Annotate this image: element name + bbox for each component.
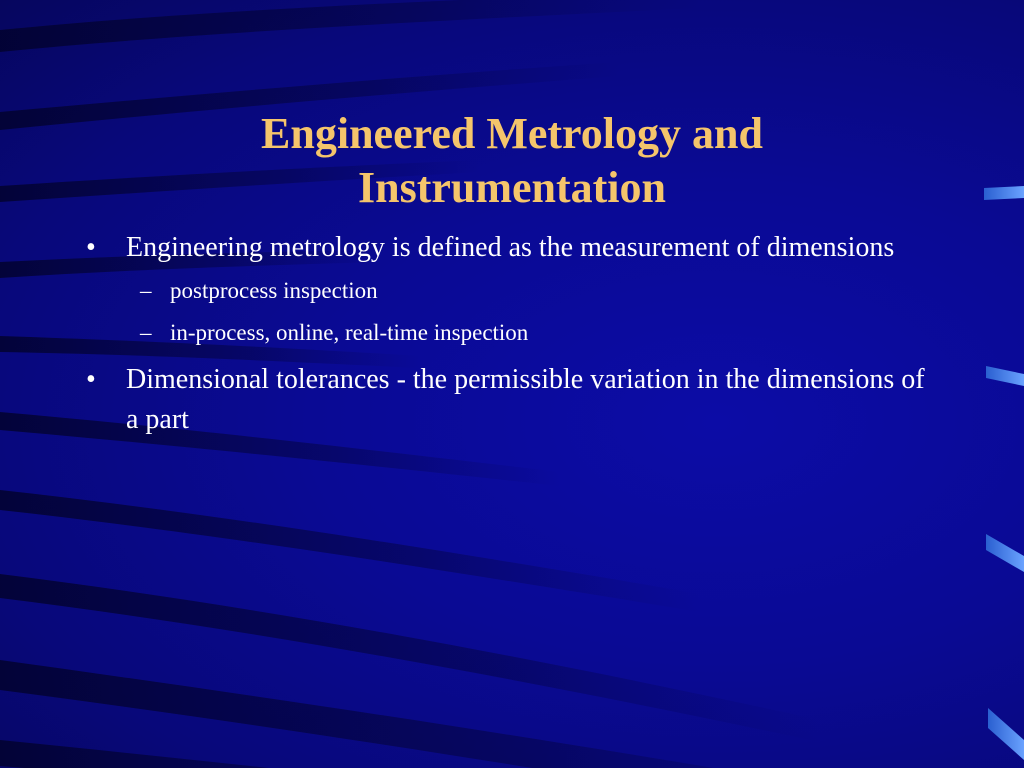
sub-bullet-marker: –: [140, 278, 152, 303]
slide-title: [100, 107, 924, 215]
sub-bullet-text: postprocess inspection: [170, 278, 378, 303]
slide-title-line-2: Instrumentation: [357, 163, 667, 213]
right-edge-blue-accents: [984, 186, 1024, 760]
sub-bullet-item: [80, 318, 930, 348]
slide-title-line-1: Engineered Metrology and: [261, 109, 763, 159]
bullet-text: Dimensional tolerances - the permissible variation in the dimensions of a part: [126, 364, 925, 435]
bullet-marker: •: [86, 364, 96, 395]
bullet-item: [80, 228, 930, 268]
sub-bullet-item: [80, 276, 930, 306]
sub-bullet-text: in-process, online, real-time inspection: [170, 320, 529, 345]
sub-bullet-marker: –: [140, 320, 152, 345]
slide-body: [80, 228, 930, 448]
bullet-marker: •: [86, 232, 96, 263]
bullet-item: [80, 360, 930, 440]
bullet-text: Engineering metrology is defined as the measurement of dimensions: [126, 232, 895, 263]
